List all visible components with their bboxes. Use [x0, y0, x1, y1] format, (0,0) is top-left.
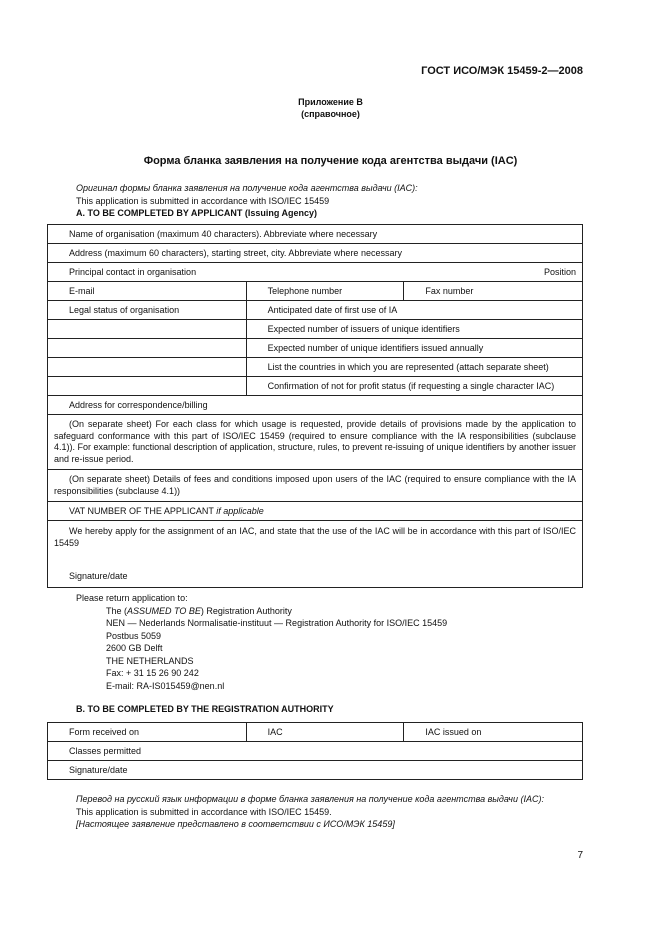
non-profit-field[interactable]: Confirmation of not for profit status (if requesting a single character IAC)	[246, 377, 582, 396]
vat-field[interactable]	[48, 502, 583, 521]
intro-block	[76, 182, 418, 220]
address-line: THE NETHERLANDS	[106, 655, 194, 666]
vat-qualifier: if applicable	[216, 506, 264, 516]
blank-cell	[48, 339, 247, 358]
signature-label: Signature/date	[69, 571, 128, 581]
fax-field[interactable]: Fax number	[404, 282, 583, 301]
principal-contact-field[interactable]	[48, 263, 583, 282]
translation-russian: [Настоящее заявление представлено в соответствии с ИСО/МЭК 15459]	[76, 819, 395, 829]
form-title: Форма бланка заявления на получение кода агентства выдачи (IAC)	[143, 155, 518, 167]
iac-issued-field[interactable]: IAC issued on	[404, 723, 583, 742]
annex-heading	[0, 96, 661, 120]
page-number: 7	[577, 850, 583, 861]
signature-date-field[interactable]: Signature/date	[48, 761, 583, 780]
fees-field[interactable]: (On separate sheet) Details of fees and conditions imposed upon users of the IAC (required to ensure compliance with the IA responsibilities (subclause 4.1))	[48, 470, 583, 502]
email-field[interactable]: E-mail	[48, 282, 247, 301]
ra-prefix: The (	[106, 605, 128, 616]
annex-title: Приложение В	[298, 97, 363, 107]
expected-issuers-field[interactable]: Expected number of issuers of unique identifiers	[246, 320, 582, 339]
vat-label: VAT NUMBER OF THE APPLICANT	[69, 506, 217, 516]
translation-block	[47, 793, 583, 831]
translation-note: Перевод на русский язык информации в форме бланка заявления на получение кода агентства выдачи (IAC):	[76, 794, 544, 804]
anticipated-date-field[interactable]: Anticipated date of first use of IA	[246, 301, 582, 320]
ra-italic: ASSUMED TO BE	[127, 605, 201, 616]
iac-field[interactable]: IAC	[246, 723, 404, 742]
original-note: Оригинал формы бланка заявления на получение кода агентства выдачи (IAC):	[76, 183, 418, 193]
usage-class-field[interactable]: (On separate sheet) For each class for which usage is requested, provide details of provisions made by the application to safeguard conformance with this part of ISO/IEC 15459 (required to ensure compliance with the IA responsibilities (subclause 4.1)). For example: functional description of application, structure, rules, to prevent re-issuing of unique identifiers by another issuer and re-issue period.	[48, 415, 583, 470]
section-a-title: A. TO BE COMPLETED BY APPLICANT (Issuing Agency)	[76, 208, 318, 218]
expected-ids-field[interactable]: Expected number of unique identifiers issued annually	[246, 339, 582, 358]
address-line: 2600 GB Delft	[106, 643, 163, 653]
position-label: Position	[543, 267, 576, 277]
declaration-text: We hereby apply for the assignment of an IAC, and state that the use of the IAC will be in accordance with this part of ISO/IEC 15459	[54, 526, 576, 548]
address-line: Postbus 5059	[106, 630, 162, 641]
legal-status-field[interactable]: Legal status of organisation	[48, 301, 247, 320]
submitted-line: This application is submitted in accordance with ISO/IEC 15459	[76, 195, 330, 206]
address-line: NEN — Nederlands Normalisatie-instituut — Registration Authority for ISO/IEC 15459	[106, 618, 448, 628]
blank-cell	[48, 358, 247, 377]
standard-header: ГОСТ ИСО/МЭК 15459-2—2008	[421, 65, 583, 77]
blank-cell	[48, 377, 247, 396]
section-b-table	[47, 722, 583, 780]
ra-suffix: ) Registration Authority	[200, 605, 292, 616]
classes-permitted-field[interactable]: Classes permitted	[48, 742, 583, 761]
form-received-field[interactable]: Form received on	[48, 723, 247, 742]
annex-subtitle: (справочное)	[301, 109, 360, 119]
correspondence-field[interactable]: Address for correspondence/billing	[48, 396, 583, 415]
return-intro: Please return application to:	[76, 593, 188, 603]
return-address-block	[76, 592, 447, 692]
email-line: E-mail: RA-IS015459@nen.nl	[106, 680, 225, 691]
section-b-title: B. TO BE COMPLETED BY THE REGISTRATION AUTHORITY	[76, 704, 334, 714]
translation-submitted: This application is submitted in accordance with ISO/IEC 15459.	[76, 806, 332, 817]
address-field[interactable]: Address (maximum 60 characters), starting street, city. Abbreviate where necessary	[48, 244, 583, 263]
ra-line	[76, 605, 447, 618]
org-name-field[interactable]: Name of organisation (maximum 40 characters). Abbreviate where necessary	[48, 225, 583, 244]
telephone-field[interactable]: Telephone number	[246, 282, 404, 301]
countries-field[interactable]: List the countries in which you are represented (attach separate sheet)	[246, 358, 582, 377]
blank-cell	[48, 320, 247, 339]
section-a-table	[47, 224, 583, 588]
principal-contact-label: Principal contact in organisation	[69, 267, 197, 277]
declaration-field[interactable]	[48, 521, 583, 588]
fax-line: Fax: + 31 15 26 90 242	[106, 668, 199, 678]
